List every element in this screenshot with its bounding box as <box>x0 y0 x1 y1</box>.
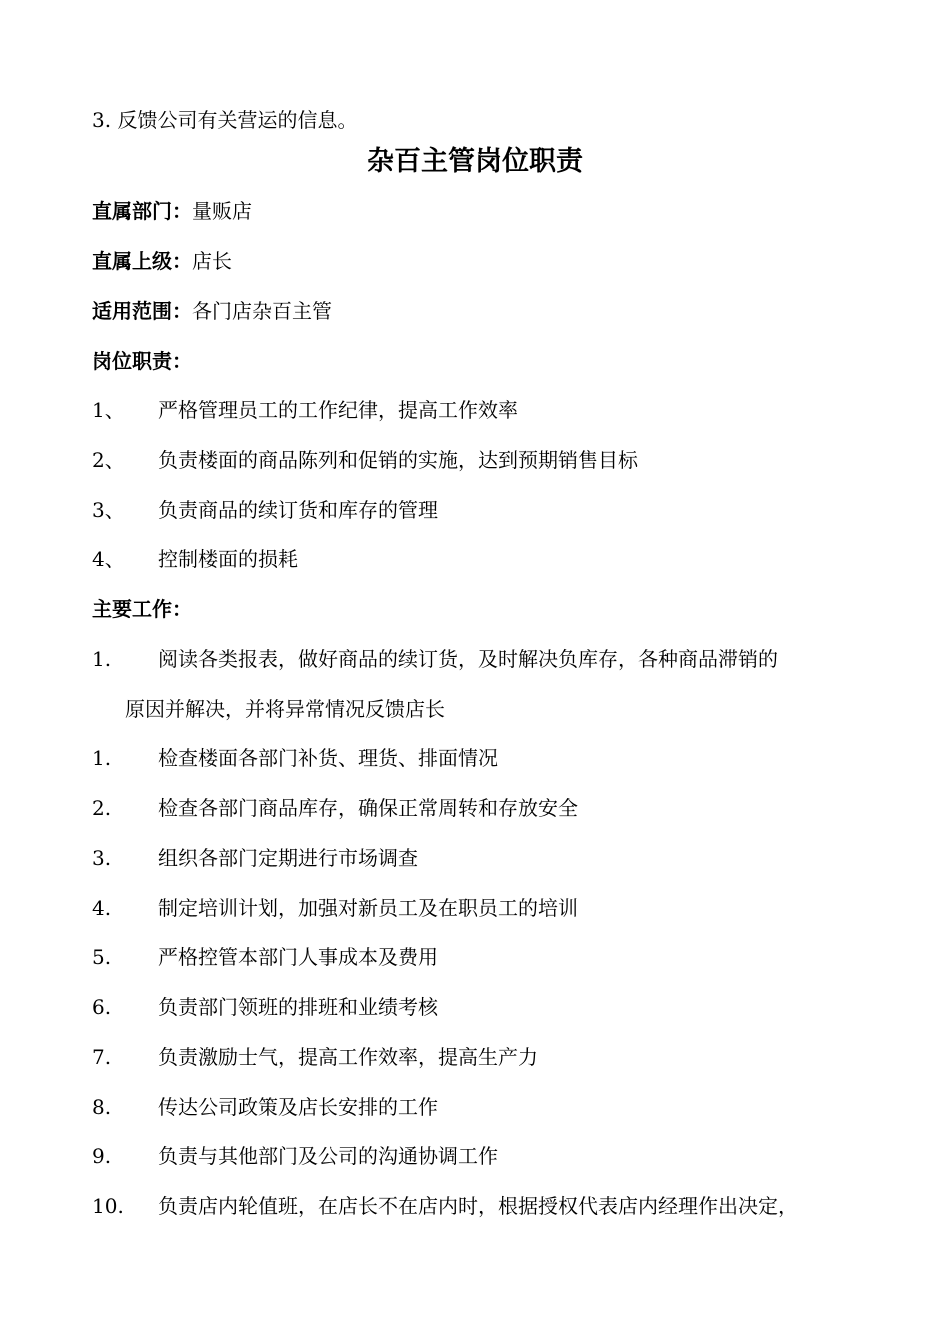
list-item <box>92 1193 798 1219</box>
field-department <box>92 198 252 224</box>
previous-item: 3. 反馈公司有关营运的信息。 <box>92 108 358 132</box>
list-item <box>92 546 298 572</box>
list-item <box>92 397 518 423</box>
list-item <box>92 745 498 771</box>
item-text: 阅读各类报表，做好商品的续订货，及时解决负库存，各种商品滞销的 <box>158 647 778 671</box>
item-number: 10. <box>92 1194 124 1218</box>
item-text: 负责与其他部门及公司的沟通协调工作 <box>158 1144 498 1168</box>
list-item <box>92 497 438 523</box>
field-label: 直属上级： <box>92 249 192 273</box>
list-item <box>92 1094 438 1120</box>
list-item <box>92 994 438 1020</box>
list-item <box>92 646 778 672</box>
item-text: 组织各部门定期进行市场调查 <box>158 846 418 870</box>
item-text: 制定培训计划，加强对新员工及在职员工的培训 <box>158 896 578 920</box>
field-superior <box>92 248 232 274</box>
page-title: 杂百主管岗位职责 <box>367 146 583 177</box>
item-text: 负责商品的续订货和库存的管理 <box>158 498 438 522</box>
item-number: 1、 <box>92 398 125 422</box>
list-item <box>92 1044 538 1070</box>
item-number: 4. <box>92 896 112 920</box>
item-number: 5. <box>92 945 112 969</box>
item-text: 严格管理员工的工作纪律，提高工作效率 <box>158 398 518 422</box>
list-item <box>92 895 578 921</box>
list-item <box>92 447 638 473</box>
item-number: 8. <box>92 1095 112 1119</box>
field-value: 店长 <box>192 249 232 273</box>
item-number: 3、 <box>92 498 125 522</box>
work-heading: 主要工作： <box>92 597 192 621</box>
item-number: 1. <box>92 746 112 770</box>
list-item <box>92 1143 498 1169</box>
item-text: 控制楼面的损耗 <box>158 547 298 571</box>
field-label: 直属部门： <box>92 199 192 223</box>
item-text: 负责店内轮值班，在店长不在店内时，根据授权代表店内经理作出决定， <box>158 1194 798 1218</box>
item-number: 3. <box>92 846 112 870</box>
item-continuation: 原因并解决，并将异常情况反馈店长 <box>125 697 445 721</box>
item-text: 检查各部门商品库存，确保正常周转和存放安全 <box>158 796 578 820</box>
item-number: 2. <box>92 796 112 820</box>
item-text: 负责楼面的商品陈列和促销的实施，达到预期销售目标 <box>158 448 638 472</box>
field-scope <box>92 298 332 324</box>
item-text: 严格控管本部门人事成本及费用 <box>158 945 438 969</box>
item-text: 负责激励士气，提高工作效率，提高生产力 <box>158 1045 538 1069</box>
field-label: 适用范围： <box>92 299 192 323</box>
field-value: 各门店杂百主管 <box>192 299 332 323</box>
item-number: 6. <box>92 995 112 1019</box>
field-value: 量贩店 <box>192 199 252 223</box>
item-text: 传达公司政策及店长安排的工作 <box>158 1095 438 1119</box>
item-number: 2、 <box>92 448 125 472</box>
item-number: 7. <box>92 1045 112 1069</box>
item-number: 1. <box>92 647 112 671</box>
item-number: 9. <box>92 1144 112 1168</box>
item-text: 检查楼面各部门补货、理货、排面情况 <box>158 746 498 770</box>
list-item <box>92 944 438 970</box>
item-text: 负责部门领班的排班和业绩考核 <box>158 995 438 1019</box>
duties-heading: 岗位职责： <box>92 349 192 373</box>
item-number: 4、 <box>92 547 125 571</box>
list-item <box>92 795 578 821</box>
list-item <box>92 845 418 871</box>
